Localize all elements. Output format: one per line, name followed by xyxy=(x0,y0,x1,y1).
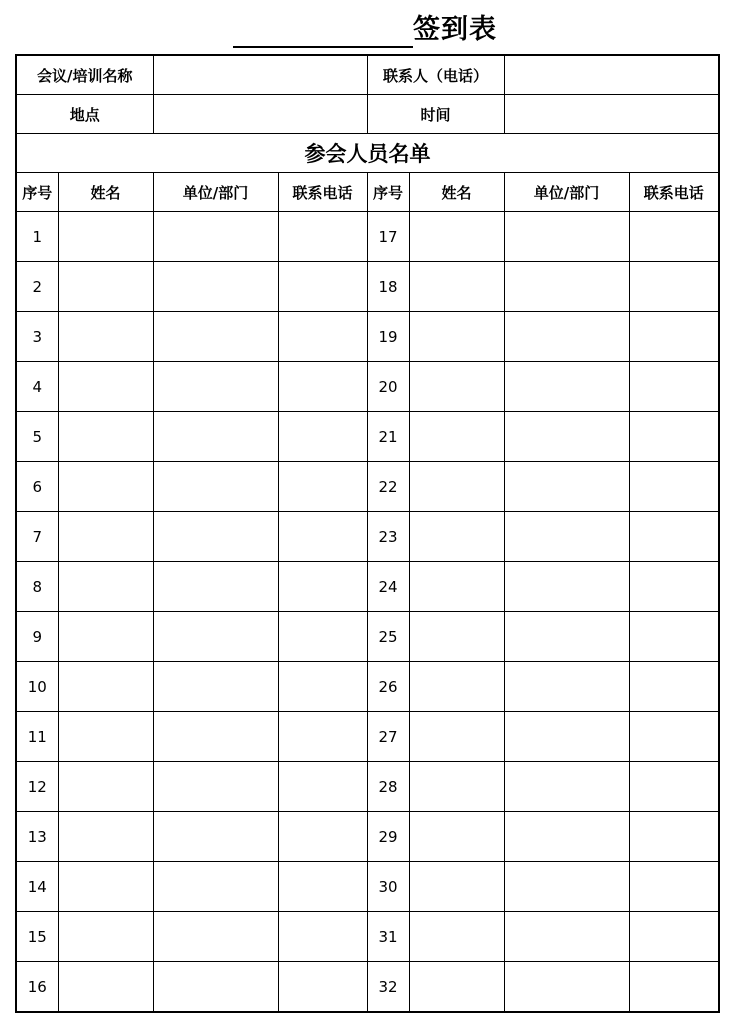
phone-right-cell[interactable] xyxy=(629,362,719,412)
name-left-cell[interactable] xyxy=(58,812,153,862)
name-left-cell[interactable] xyxy=(58,462,153,512)
name-left-cell[interactable] xyxy=(58,412,153,462)
header-phone-right: 联系电话 xyxy=(629,173,719,212)
name-right-cell[interactable] xyxy=(409,912,504,962)
phone-left-cell[interactable] xyxy=(278,662,367,712)
seq-right-cell: 19 xyxy=(367,312,409,362)
unit-right-cell[interactable] xyxy=(504,812,629,862)
phone-left-cell[interactable] xyxy=(278,362,367,412)
info-row-location xyxy=(16,95,719,134)
name-left-cell[interactable] xyxy=(58,962,153,1013)
table-row xyxy=(16,862,719,912)
name-right-cell[interactable] xyxy=(409,312,504,362)
unit-left-cell[interactable] xyxy=(153,762,278,812)
unit-right-cell[interactable] xyxy=(504,562,629,612)
name-left-cell[interactable] xyxy=(58,862,153,912)
seq-left-cell: 16 xyxy=(16,962,58,1013)
seq-right-cell: 21 xyxy=(367,412,409,462)
name-right-cell[interactable] xyxy=(409,412,504,462)
table-row xyxy=(16,412,719,462)
phone-left-cell[interactable] xyxy=(278,462,367,512)
name-left-cell[interactable] xyxy=(58,362,153,412)
phone-left-cell[interactable] xyxy=(278,912,367,962)
phone-left-cell[interactable] xyxy=(278,712,367,762)
header-seq-right: 序号 xyxy=(367,173,409,212)
unit-left-cell[interactable] xyxy=(153,212,278,262)
name-right-cell[interactable] xyxy=(409,962,504,1013)
seq-left-cell: 3 xyxy=(16,312,58,362)
unit-right-cell[interactable] xyxy=(504,262,629,312)
unit-right-cell[interactable] xyxy=(504,612,629,662)
seq-right-cell: 24 xyxy=(367,562,409,612)
name-right-cell[interactable] xyxy=(409,762,504,812)
unit-left-cell[interactable] xyxy=(153,962,278,1013)
page-title: 签到表 xyxy=(413,14,497,45)
unit-right-cell[interactable] xyxy=(504,762,629,812)
table-row xyxy=(16,362,719,412)
unit-left-cell[interactable] xyxy=(153,412,278,462)
sign-in-sheet xyxy=(15,54,720,1013)
header-phone-left: 联系电话 xyxy=(278,173,367,212)
phone-right-cell[interactable] xyxy=(629,812,719,862)
unit-left-cell[interactable] xyxy=(153,512,278,562)
seq-left-cell: 9 xyxy=(16,612,58,662)
meeting-name-field[interactable] xyxy=(153,55,367,95)
name-right-cell[interactable] xyxy=(409,362,504,412)
seq-right-cell: 18 xyxy=(367,262,409,312)
name-right-cell[interactable] xyxy=(409,512,504,562)
unit-left-cell[interactable] xyxy=(153,912,278,962)
name-right-cell[interactable] xyxy=(409,212,504,262)
table-row xyxy=(16,662,719,712)
table-row xyxy=(16,312,719,362)
phone-right-cell[interactable] xyxy=(629,262,719,312)
phone-right-cell[interactable] xyxy=(629,712,719,762)
table-row xyxy=(16,712,719,762)
seq-left-cell: 5 xyxy=(16,412,58,462)
unit-right-cell[interactable] xyxy=(504,362,629,412)
phone-left-cell[interactable] xyxy=(278,562,367,612)
contact-field[interactable] xyxy=(504,55,719,95)
location-field[interactable] xyxy=(153,95,367,134)
unit-right-cell[interactable] xyxy=(504,712,629,762)
name-right-cell[interactable] xyxy=(409,562,504,612)
unit-left-cell[interactable] xyxy=(153,562,278,612)
name-left-cell[interactable] xyxy=(58,212,153,262)
phone-left-cell[interactable] xyxy=(278,762,367,812)
phone-right-cell[interactable] xyxy=(629,312,719,362)
unit-right-cell[interactable] xyxy=(504,512,629,562)
seq-right-cell: 29 xyxy=(367,812,409,862)
name-left-cell[interactable] xyxy=(58,912,153,962)
seq-left-cell: 13 xyxy=(16,812,58,862)
table-row xyxy=(16,562,719,612)
section-title-row xyxy=(16,134,719,173)
phone-right-cell[interactable] xyxy=(629,862,719,912)
seq-right-cell: 20 xyxy=(367,362,409,412)
phone-right-cell[interactable] xyxy=(629,662,719,712)
phone-left-cell[interactable] xyxy=(278,612,367,662)
phone-right-cell[interactable] xyxy=(629,612,719,662)
seq-left-cell: 1 xyxy=(16,212,58,262)
table-row xyxy=(16,762,719,812)
unit-right-cell[interactable] xyxy=(504,462,629,512)
unit-left-cell[interactable] xyxy=(153,312,278,362)
time-label: 时间 xyxy=(367,95,504,134)
phone-right-cell[interactable] xyxy=(629,562,719,612)
unit-right-cell[interactable] xyxy=(504,212,629,262)
phone-right-cell[interactable] xyxy=(629,512,719,562)
table-row xyxy=(16,812,719,862)
name-right-cell[interactable] xyxy=(409,662,504,712)
unit-left-cell[interactable] xyxy=(153,862,278,912)
seq-right-cell: 23 xyxy=(367,512,409,562)
seq-left-cell: 10 xyxy=(16,662,58,712)
name-right-cell[interactable] xyxy=(409,262,504,312)
phone-right-cell[interactable] xyxy=(629,412,719,462)
header-name-right: 姓名 xyxy=(409,173,504,212)
name-left-cell[interactable] xyxy=(58,312,153,362)
table-row xyxy=(16,612,719,662)
name-right-cell[interactable] xyxy=(409,812,504,862)
seq-left-cell: 2 xyxy=(16,262,58,312)
phone-right-cell[interactable] xyxy=(629,212,719,262)
phone-left-cell[interactable] xyxy=(278,962,367,1013)
unit-right-cell[interactable] xyxy=(504,312,629,362)
unit-left-cell[interactable] xyxy=(153,462,278,512)
phone-left-cell[interactable] xyxy=(278,412,367,462)
info-row-meeting xyxy=(16,55,719,95)
name-left-cell[interactable] xyxy=(58,712,153,762)
seq-left-cell: 4 xyxy=(16,362,58,412)
seq-left-cell: 15 xyxy=(16,912,58,962)
unit-right-cell[interactable] xyxy=(504,912,629,962)
name-left-cell[interactable] xyxy=(58,762,153,812)
seq-left-cell: 7 xyxy=(16,512,58,562)
title-blank-line[interactable] xyxy=(233,46,413,48)
unit-left-cell[interactable] xyxy=(153,662,278,712)
contact-label: 联系人（电话） xyxy=(367,55,504,95)
title-area xyxy=(0,0,733,54)
unit-left-cell[interactable] xyxy=(153,812,278,862)
header-seq-left: 序号 xyxy=(16,173,58,212)
unit-right-cell[interactable] xyxy=(504,962,629,1013)
table-row xyxy=(16,962,719,1013)
seq-left-cell: 8 xyxy=(16,562,58,612)
seq-right-cell: 25 xyxy=(367,612,409,662)
unit-left-cell[interactable] xyxy=(153,362,278,412)
unit-left-cell[interactable] xyxy=(153,262,278,312)
unit-right-cell[interactable] xyxy=(504,862,629,912)
phone-left-cell[interactable] xyxy=(278,212,367,262)
seq-right-cell: 26 xyxy=(367,662,409,712)
name-right-cell[interactable] xyxy=(409,612,504,662)
name-right-cell[interactable] xyxy=(409,862,504,912)
phone-right-cell[interactable] xyxy=(629,462,719,512)
phone-left-cell[interactable] xyxy=(278,862,367,912)
name-right-cell[interactable] xyxy=(409,712,504,762)
name-left-cell[interactable] xyxy=(58,662,153,712)
name-left-cell[interactable] xyxy=(58,512,153,562)
seq-right-cell: 30 xyxy=(367,862,409,912)
attendee-list-title: 参会人员名单 xyxy=(16,134,719,173)
table-row xyxy=(16,512,719,562)
table-row xyxy=(16,262,719,312)
seq-left-cell: 14 xyxy=(16,862,58,912)
phone-left-cell[interactable] xyxy=(278,312,367,362)
phone-right-cell[interactable] xyxy=(629,912,719,962)
table-row xyxy=(16,462,719,512)
seq-right-cell: 32 xyxy=(367,962,409,1013)
seq-left-cell: 6 xyxy=(16,462,58,512)
seq-right-cell: 22 xyxy=(367,462,409,512)
seq-left-cell: 11 xyxy=(16,712,58,762)
phone-right-cell[interactable] xyxy=(629,962,719,1013)
name-left-cell[interactable] xyxy=(58,562,153,612)
phone-left-cell[interactable] xyxy=(278,262,367,312)
sheet-body xyxy=(16,55,719,1012)
seq-right-cell: 17 xyxy=(367,212,409,262)
location-label: 地点 xyxy=(16,95,153,134)
meeting-name-label: 会议/培训名称 xyxy=(16,55,153,95)
column-header-row xyxy=(16,173,719,212)
name-left-cell[interactable] xyxy=(58,262,153,312)
header-unit-right: 单位/部门 xyxy=(504,173,629,212)
header-name-left: 姓名 xyxy=(58,173,153,212)
time-field[interactable] xyxy=(504,95,719,134)
seq-right-cell: 27 xyxy=(367,712,409,762)
unit-right-cell[interactable] xyxy=(504,662,629,712)
phone-left-cell[interactable] xyxy=(278,512,367,562)
seq-left-cell: 12 xyxy=(16,762,58,812)
phone-right-cell[interactable] xyxy=(629,762,719,812)
unit-left-cell[interactable] xyxy=(153,612,278,662)
unit-right-cell[interactable] xyxy=(504,412,629,462)
seq-right-cell: 28 xyxy=(367,762,409,812)
name-left-cell[interactable] xyxy=(58,612,153,662)
header-unit-left: 单位/部门 xyxy=(153,173,278,212)
seq-right-cell: 31 xyxy=(367,912,409,962)
phone-left-cell[interactable] xyxy=(278,812,367,862)
name-right-cell[interactable] xyxy=(409,462,504,512)
table-row xyxy=(16,912,719,962)
unit-left-cell[interactable] xyxy=(153,712,278,762)
table-row xyxy=(16,212,719,262)
